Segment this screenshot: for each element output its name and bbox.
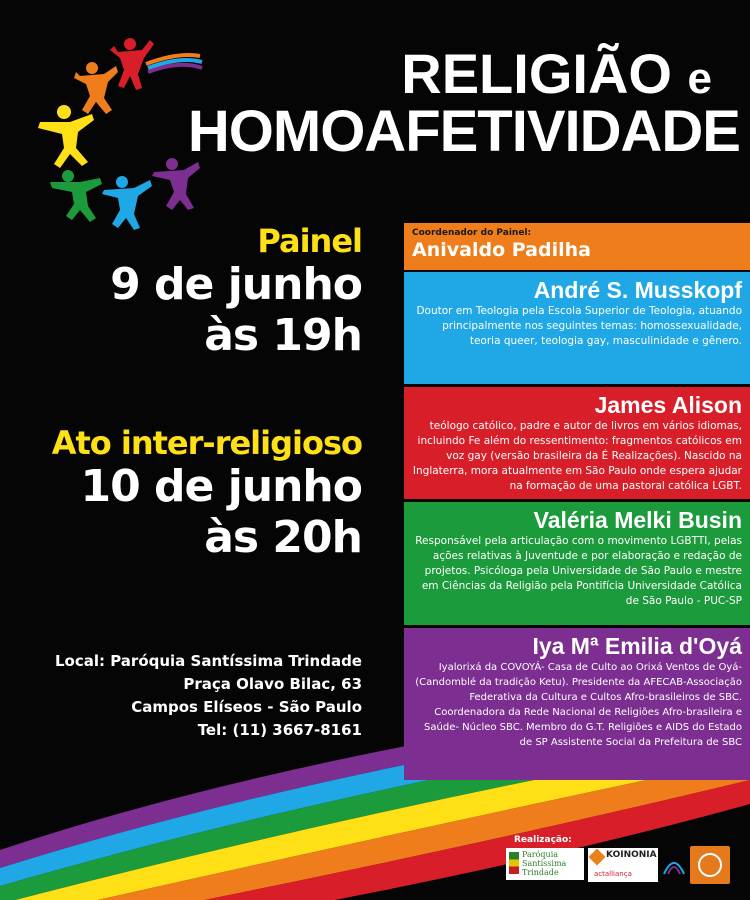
- event-painel: [110, 222, 362, 361]
- koinonia-logo: KOINONIA actalliança: [588, 848, 658, 882]
- reu-logo-icon: [662, 848, 686, 878]
- seal-icon: [698, 853, 722, 877]
- speaker-card: [404, 387, 750, 499]
- speaker-name: André S. Musskopf: [533, 277, 742, 303]
- title-line2: HOMOAFETIVIDADE: [187, 99, 740, 165]
- event-label: Ato inter-religioso: [51, 424, 362, 462]
- speaker-bio: teólogo católico, padre e autor de livros em vários idiomas, incluindo Fe além do ressentimento: fragmentos católicos em voz gay (versão brasileira da É Realizações). Nascido na Inglaterra, mora atualmente em São Paulo onde espera ajudar na formação de uma pastoral católica LGBT.: [412, 420, 742, 492]
- speaker-name: Valéria Melki Busin: [533, 507, 742, 533]
- location-line: Praça Olavo Bilac, 63: [183, 675, 362, 693]
- koinonia-diamond-icon: [589, 849, 606, 866]
- paroquia-flag-icon: [509, 852, 519, 874]
- speaker-card: [404, 502, 750, 625]
- event-label: Painel: [257, 222, 362, 260]
- coordinator-box: [404, 223, 750, 270]
- event-date: 9 de junho: [110, 259, 362, 310]
- location-line: Campos Elíseos - São Paulo: [131, 698, 362, 716]
- speaker-bio: Doutor em Teologia pela Escola Superior de Teologia, atuando principalmente nos seguintes temas: homossexualidade, teoria queer, teologia gay, masculinidade e gênero.: [416, 305, 742, 347]
- title-conjunction: e: [687, 54, 712, 103]
- reu-logo: [662, 848, 686, 878]
- coordinator-label: Coordenador do Painel:: [412, 228, 532, 238]
- location-line: Local: Paróquia Santíssima Trindade: [54, 652, 362, 670]
- speaker-card: [404, 628, 750, 780]
- paroquia-logo: Paróquia Santíssima Trindade: [506, 848, 584, 880]
- speaker-name: James Alison: [594, 392, 742, 418]
- page-title: [180, 42, 740, 165]
- event-time: às 20h: [204, 511, 362, 563]
- title-line1: RELIGIÃO: [401, 42, 672, 105]
- location-info: [55, 650, 362, 742]
- speaker-bio: Responsável pela articulação com o movimento LGBTTI, pelas ações relativas à Juventude e por elaboração e redação de projetos. Psicóloga pela Universidade de São Paulo e mestre em Ciências da Religião pela Pontifícia Universidade Católica de São Paulo - PUC-SP: [415, 535, 742, 607]
- coordinator-name: Anivaldo Padilha: [412, 239, 591, 261]
- speaker-card: [404, 272, 750, 384]
- sponsors-footer: [500, 832, 750, 900]
- speaker-bio: Iyalorixá da COVOYÁ- Casa de Culto ao Orixá Ventos de Oyá-(Candomblé da tradição Ketu). Presidente da AFECAB-Associação Federativa da Cultura e Cultos Afro-brasileiros de SBC. Coordenadora da Rede Nacional de Religiões Afro-brasileira e Saúde- Núcleo SBC. Membro do G.T. Religiões e AIDS do Estado de SP Assistente Social da Prefeitura de SBC: [415, 662, 742, 748]
- event-ato: [52, 424, 362, 563]
- location-phone: Tel: (11) 3667-8161: [197, 721, 362, 739]
- event-time: às 19h: [204, 309, 362, 361]
- speaker-name: Iya Mª Emilia d'Oyá: [532, 633, 742, 659]
- speakers-panel: [404, 223, 750, 780]
- realizacao-label: Realização:: [514, 835, 572, 845]
- event-date: 10 de junho: [80, 461, 362, 512]
- orange-seal-logo: [690, 846, 730, 884]
